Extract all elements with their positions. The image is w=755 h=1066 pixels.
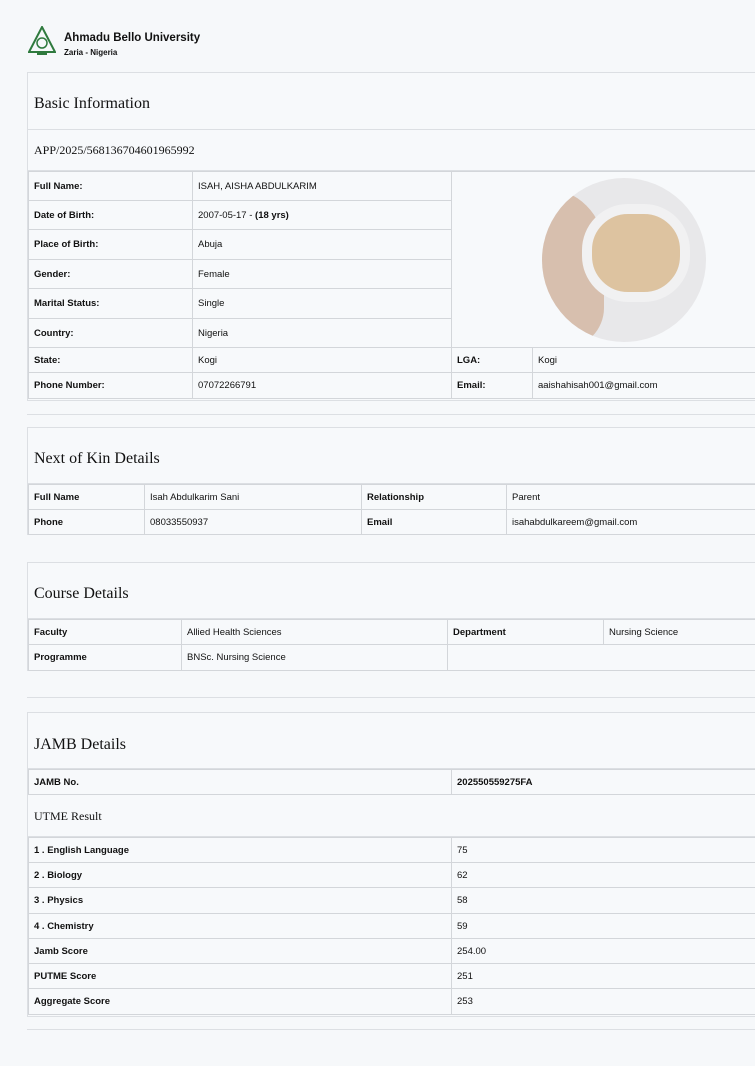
utme-result-table (28, 837, 755, 1015)
section-divider (27, 1029, 755, 1030)
utme-row (29, 964, 755, 989)
course-details-title: Course Details (28, 563, 755, 619)
kin-row-contact (29, 510, 755, 535)
next-of-kin-table (28, 484, 755, 535)
utme-result-title: UTME Result (28, 795, 755, 837)
faculty-label: Faculty (29, 620, 182, 645)
jamb-row-number (29, 770, 755, 795)
kin-email-label: Email (362, 510, 507, 535)
university-location: Zaria - Nigeria (64, 48, 118, 57)
jamb-number-table (28, 769, 755, 795)
utme-subject-score: 75 (452, 838, 755, 863)
marital-status-label: Marital Status: (29, 289, 193, 319)
passport-photo (542, 178, 706, 342)
kin-email-value: isahabdulkareem@gmail.com (507, 510, 755, 535)
utme-subject-label: 2 . Biology (29, 863, 452, 888)
full-name-value: ISAH, AISHA ABDULKARIM (193, 172, 452, 201)
passport-photo-cell (452, 172, 755, 348)
aggregate-score-value: 253 (452, 989, 755, 1015)
course-row-programme (29, 645, 755, 671)
utme-subject-label: 4 . Chemistry (29, 914, 452, 939)
aggregate-score-label: Aggregate Score (29, 989, 452, 1015)
state-value: Kogi (193, 348, 452, 373)
programme-value: BNSc. Nursing Science (182, 645, 448, 671)
utme-row (29, 939, 755, 964)
basic-information-card (27, 72, 755, 401)
country-label: Country: (29, 319, 193, 348)
utme-subject-label: 3 . Physics (29, 888, 452, 914)
dob-date: 2007-05-17 - (198, 209, 256, 221)
jamb-score-value: 254.00 (452, 939, 755, 964)
utme-row (29, 863, 755, 888)
utme-subject-score: 59 (452, 914, 755, 939)
marital-status-value: Single (193, 289, 452, 319)
lga-value: Kogi (533, 348, 755, 373)
row-phone-email (29, 373, 755, 399)
utme-row (29, 888, 755, 914)
utme-subject-score: 58 (452, 888, 755, 914)
abu-crest-icon (28, 26, 56, 56)
next-of-kin-title: Next of Kin Details (28, 428, 755, 484)
kin-relationship-value: Parent (507, 485, 755, 510)
utme-row (29, 838, 755, 863)
row-state-lga (29, 348, 755, 373)
kin-full-name-value: Isah Abdulkarim Sani (145, 485, 362, 510)
programme-empty-cell (448, 645, 755, 671)
kin-phone-value: 08033550937 (145, 510, 362, 535)
kin-relationship-label: Relationship (362, 485, 507, 510)
utme-row (29, 914, 755, 939)
phone-label: Phone Number: (29, 373, 193, 399)
course-details-card (27, 562, 755, 671)
lga-label: LGA: (452, 348, 533, 373)
row-full-name (29, 172, 755, 201)
jamb-score-label: Jamb Score (29, 939, 452, 964)
course-row-faculty (29, 620, 755, 645)
basic-information-table (28, 171, 755, 399)
state-label: State: (29, 348, 193, 373)
photo-veil (582, 204, 690, 302)
programme-label: Programme (29, 645, 182, 671)
course-details-table (28, 619, 755, 671)
gender-label: Gender: (29, 260, 193, 289)
gender-value: Female (193, 260, 452, 289)
jamb-details-card (27, 712, 755, 1017)
jamb-no-label: JAMB No. (29, 770, 452, 795)
place-of-birth-label: Place of Birth: (29, 230, 193, 260)
kin-phone-label: Phone (29, 510, 145, 535)
section-divider (27, 414, 755, 415)
putme-score-value: 251 (452, 964, 755, 989)
country-value: Nigeria (193, 319, 452, 348)
email-value: aaishahisah001@gmail.com (533, 373, 755, 399)
section-divider (27, 697, 755, 698)
next-of-kin-card (27, 427, 755, 535)
department-label: Department (448, 620, 604, 645)
jamb-details-title: JAMB Details (28, 713, 755, 769)
application-number: APP/2025/568136704601965992 (28, 130, 755, 171)
utme-subject-label: 1 . English Language (29, 838, 452, 863)
email-label: Email: (452, 373, 533, 399)
phone-value: 07072266791 (193, 373, 452, 399)
putme-score-label: PUTME Score (29, 964, 452, 989)
jamb-no-value: 202550559275FA (452, 770, 755, 795)
document-header (28, 26, 200, 62)
kin-full-name-label: Full Name (29, 485, 145, 510)
department-value: Nursing Science (604, 620, 755, 645)
utme-row (29, 989, 755, 1015)
full-name-label: Full Name: (29, 172, 193, 201)
faculty-value: Allied Health Sciences (182, 620, 448, 645)
utme-subject-score: 62 (452, 863, 755, 888)
kin-row-name (29, 485, 755, 510)
basic-information-title: Basic Information (28, 73, 755, 130)
university-name: Ahmadu Bello University (64, 32, 201, 44)
place-of-birth-value: Abuja (193, 230, 452, 260)
dob-value (193, 201, 452, 230)
dob-label: Date of Birth: (29, 201, 193, 230)
dob-age: (18 yrs) (255, 209, 289, 221)
